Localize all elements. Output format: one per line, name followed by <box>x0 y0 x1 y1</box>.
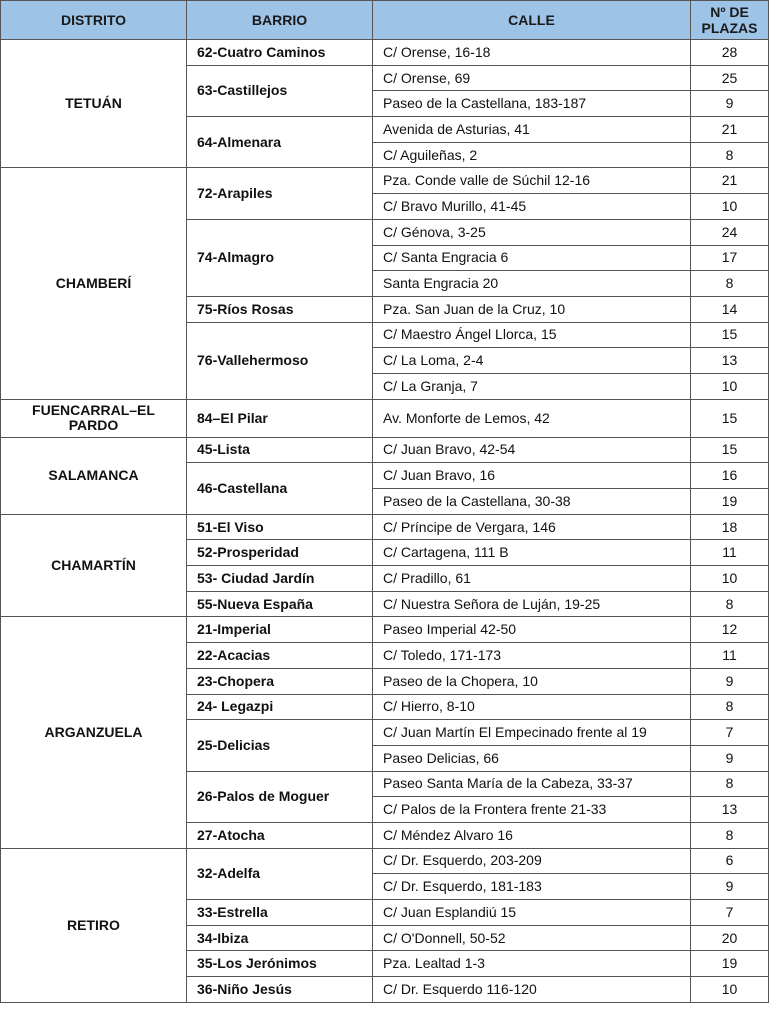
calle-cell: C/ Dr. Esquerdo, 203-209 <box>373 848 691 874</box>
barrio-cell: 76-Vallehermoso <box>187 322 373 399</box>
plazas-cell: 9 <box>691 668 769 694</box>
plazas-cell: 16 <box>691 463 769 489</box>
calle-cell: C/ Méndez Alvaro 16 <box>373 822 691 848</box>
district-cell: SALAMANCA <box>1 437 187 514</box>
barrio-cell: 33-Estrella <box>187 900 373 926</box>
calle-cell: Santa Engracia 20 <box>373 271 691 297</box>
header-plazas-line2: PLAZAS <box>701 20 758 36</box>
district-cell: FUENCARRAL–EL PARDO <box>1 399 187 437</box>
calle-cell: C/ Toledo, 171-173 <box>373 643 691 669</box>
plazas-cell: 13 <box>691 797 769 823</box>
barrio-cell: 46-Castellana <box>187 463 373 514</box>
barrio-cell: 62-Cuatro Caminos <box>187 40 373 66</box>
calle-cell: C/ Nuestra Señora de Luján, 19-25 <box>373 591 691 617</box>
calle-cell: C/ Juan Esplandiú 15 <box>373 900 691 926</box>
plazas-cell: 10 <box>691 566 769 592</box>
barrio-cell: 27-Atocha <box>187 822 373 848</box>
table-row <box>1 168 769 194</box>
calle-cell: Paseo de la Castellana, 183-187 <box>373 91 691 117</box>
plazas-cell: 21 <box>691 168 769 194</box>
plazas-cell: 13 <box>691 348 769 374</box>
barrio-cell: 24- Legazpi <box>187 694 373 720</box>
table-row <box>1 399 769 437</box>
calle-cell: C/ Aguileñas, 2 <box>373 142 691 168</box>
plazas-cell: 24 <box>691 219 769 245</box>
calle-cell: C/ La Granja, 7 <box>373 373 691 399</box>
barrio-cell: 34-Ibiza <box>187 925 373 951</box>
header-plazas <box>691 1 769 40</box>
barrio-cell: 36-Niño Jesús <box>187 977 373 1003</box>
calle-cell: Avenida de Asturias, 41 <box>373 117 691 143</box>
calle-cell: Av. Monforte de Lemos, 42 <box>373 399 691 437</box>
table-row <box>1 40 769 66</box>
calle-cell: C/ Dr. Esquerdo, 181-183 <box>373 874 691 900</box>
barrio-cell: 52-Prosperidad <box>187 540 373 566</box>
plazas-cell: 7 <box>691 720 769 746</box>
header-calle: CALLE <box>373 1 691 40</box>
district-cell: ARGANZUELA <box>1 617 187 848</box>
plazas-cell: 12 <box>691 617 769 643</box>
district-cell: CHAMBERÍ <box>1 168 187 399</box>
plazas-cell: 8 <box>691 822 769 848</box>
barrio-cell: 25-Delicias <box>187 720 373 771</box>
plazas-cell: 10 <box>691 194 769 220</box>
plazas-cell: 8 <box>691 771 769 797</box>
plazas-cell: 15 <box>691 437 769 463</box>
calle-cell: Paseo de la Chopera, 10 <box>373 668 691 694</box>
plazas-cell: 25 <box>691 65 769 91</box>
barrio-cell: 21-Imperial <box>187 617 373 643</box>
table-row <box>1 617 769 643</box>
barrio-cell: 55-Nueva España <box>187 591 373 617</box>
plazas-cell: 9 <box>691 91 769 117</box>
plazas-cell: 8 <box>691 271 769 297</box>
calle-cell: C/ Maestro Ángel Llorca, 15 <box>373 322 691 348</box>
header-row <box>1 1 769 40</box>
district-cell: RETIRO <box>1 848 187 1002</box>
calle-cell: C/ Dr. Esquerdo 116-120 <box>373 977 691 1003</box>
plazas-cell: 14 <box>691 296 769 322</box>
plazas-cell: 10 <box>691 977 769 1003</box>
header-barrio: BARRIO <box>187 1 373 40</box>
calle-cell: C/ Hierro, 8-10 <box>373 694 691 720</box>
calle-cell: C/ Orense, 16-18 <box>373 40 691 66</box>
plazas-cell: 18 <box>691 514 769 540</box>
calle-cell: Paseo Santa María de la Cabeza, 33-37 <box>373 771 691 797</box>
calle-cell: C/ Juan Bravo, 42-54 <box>373 437 691 463</box>
calle-cell: C/ La Loma, 2-4 <box>373 348 691 374</box>
calle-cell: C/ Príncipe de Vergara, 146 <box>373 514 691 540</box>
calle-cell: C/ Pradillo, 61 <box>373 566 691 592</box>
calle-cell: C/ Juan Bravo, 16 <box>373 463 691 489</box>
barrio-cell: 26-Palos de Moguer <box>187 771 373 822</box>
plazas-cell: 10 <box>691 373 769 399</box>
table-row <box>1 848 769 874</box>
barrio-cell: 72-Arapiles <box>187 168 373 219</box>
plazas-cell: 6 <box>691 848 769 874</box>
calle-cell: Pza. Lealtad 1-3 <box>373 951 691 977</box>
calle-cell: C/ Bravo Murillo, 41-45 <box>373 194 691 220</box>
plazas-cell: 21 <box>691 117 769 143</box>
calle-cell: Pza. San Juan de la Cruz, 10 <box>373 296 691 322</box>
barrio-cell: 75-Ríos Rosas <box>187 296 373 322</box>
calle-cell: C/ O'Donnell, 50-52 <box>373 925 691 951</box>
plazas-cell: 19 <box>691 489 769 515</box>
calle-cell: C/ Orense, 69 <box>373 65 691 91</box>
barrio-cell: 23-Chopera <box>187 668 373 694</box>
header-distrito: DISTRITO <box>1 1 187 40</box>
calle-cell: Pza. Conde valle de Súchil 12-16 <box>373 168 691 194</box>
plazas-cell: 9 <box>691 874 769 900</box>
plazas-cell: 11 <box>691 540 769 566</box>
table-row <box>1 437 769 463</box>
plazas-cell: 15 <box>691 399 769 437</box>
plazas-cell: 15 <box>691 322 769 348</box>
table-row <box>1 514 769 540</box>
plazas-cell: 28 <box>691 40 769 66</box>
barrio-cell: 64-Almenara <box>187 117 373 168</box>
plazas-cell: 9 <box>691 745 769 771</box>
calle-cell: C/ Juan Martín El Empecinado frente al 19 <box>373 720 691 746</box>
plazas-cell: 11 <box>691 643 769 669</box>
header-plazas-line1: Nº DE <box>710 4 749 20</box>
plazas-cell: 20 <box>691 925 769 951</box>
barrio-cell: 32-Adelfa <box>187 848 373 899</box>
calle-cell: C/ Santa Engracia 6 <box>373 245 691 271</box>
calle-cell: Paseo Delicias, 66 <box>373 745 691 771</box>
barrio-cell: 74-Almagro <box>187 219 373 296</box>
plazas-cell: 7 <box>691 900 769 926</box>
calle-cell: Paseo Imperial 42-50 <box>373 617 691 643</box>
plazas-cell: 17 <box>691 245 769 271</box>
plazas-cell: 19 <box>691 951 769 977</box>
district-cell: CHAMARTÍN <box>1 514 187 617</box>
barrio-cell: 63-Castillejos <box>187 65 373 116</box>
table-body <box>1 40 769 1003</box>
table-header <box>1 1 769 40</box>
plazas-cell: 8 <box>691 591 769 617</box>
plazas-cell: 8 <box>691 694 769 720</box>
calle-cell: C/ Palos de la Frontera frente 21-33 <box>373 797 691 823</box>
barrio-cell: 84–El Pilar <box>187 399 373 437</box>
barrio-cell: 22-Acacias <box>187 643 373 669</box>
calle-cell: Paseo de la Castellana, 30-38 <box>373 489 691 515</box>
barrio-cell: 51-El Viso <box>187 514 373 540</box>
barrio-cell: 45-Lista <box>187 437 373 463</box>
calle-cell: C/ Cartagena, 111 B <box>373 540 691 566</box>
calle-cell: C/ Génova, 3-25 <box>373 219 691 245</box>
barrio-cell: 53- Ciudad Jardín <box>187 566 373 592</box>
district-cell: TETUÁN <box>1 40 187 168</box>
barrio-cell: 35-Los Jerónimos <box>187 951 373 977</box>
plazas-cell: 8 <box>691 142 769 168</box>
